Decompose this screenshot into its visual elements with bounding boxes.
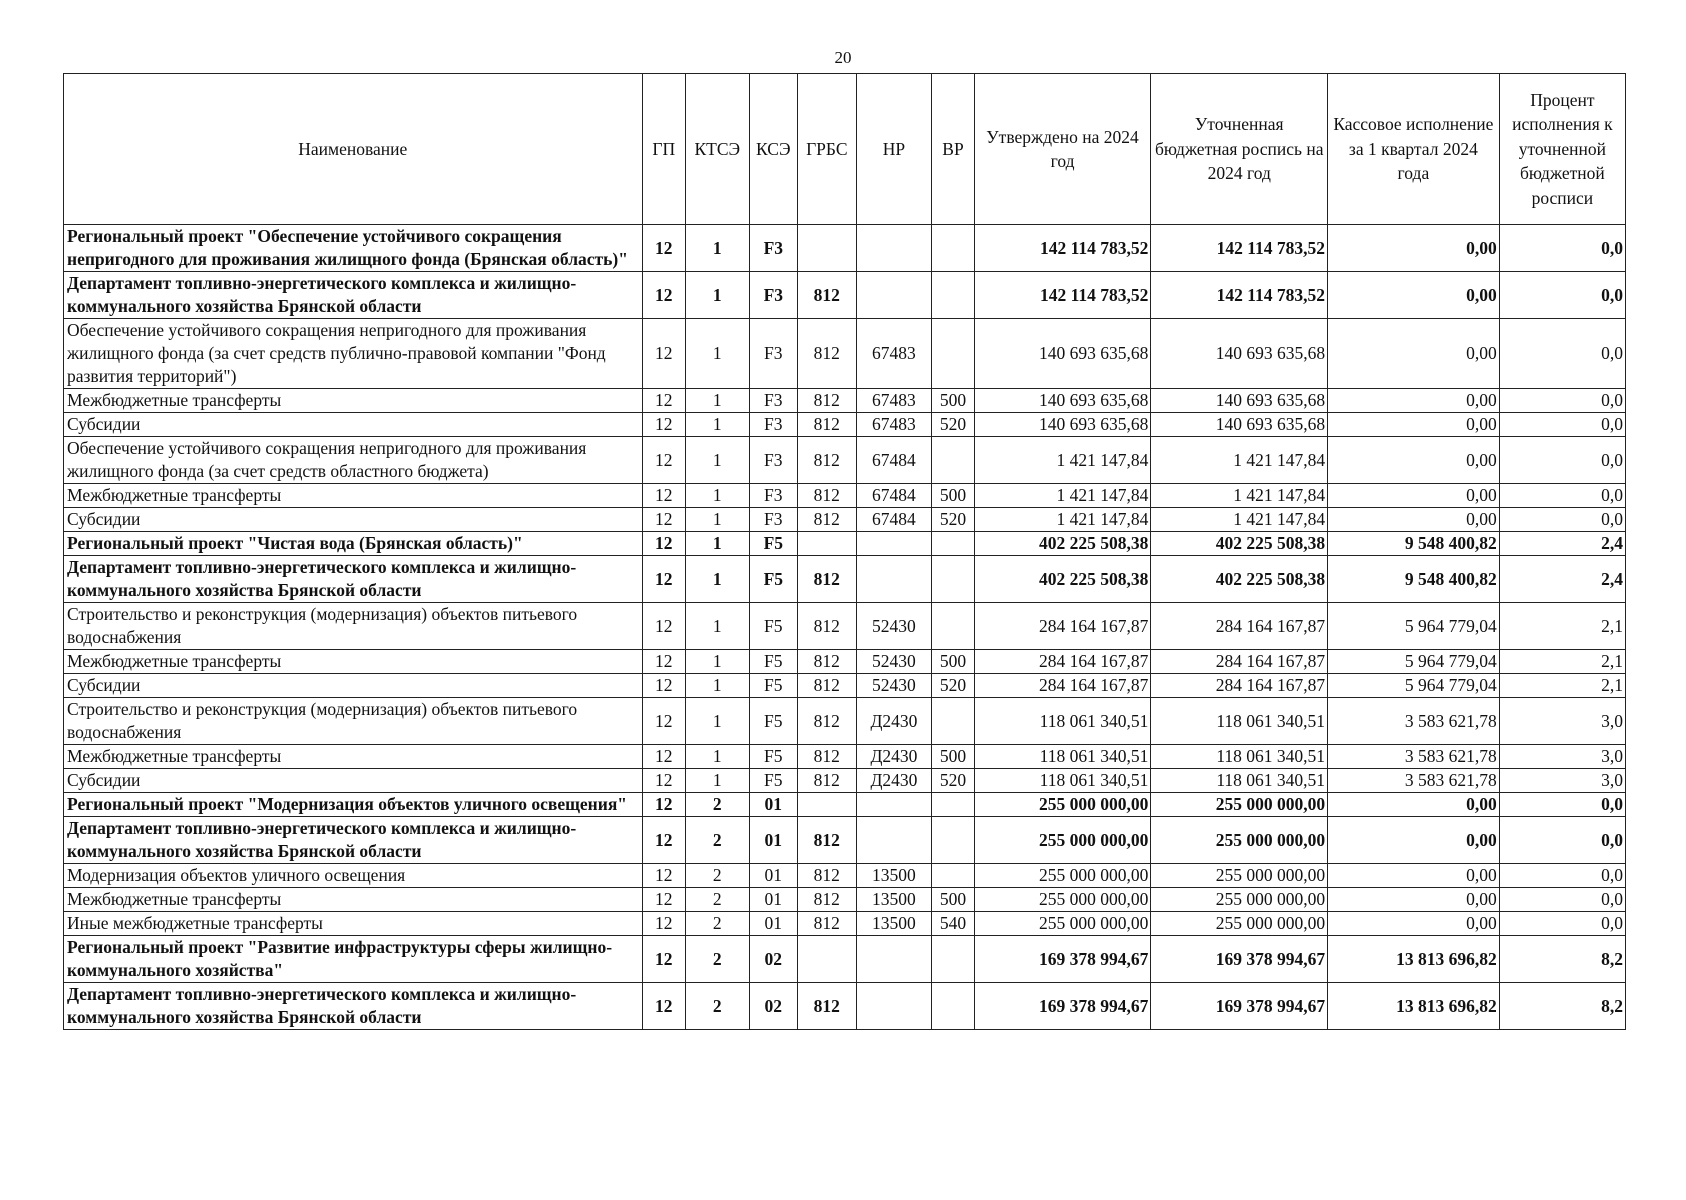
column-header-nr: НР (856, 74, 932, 225)
cell-percent: 0,0 (1499, 225, 1625, 272)
table-row (64, 983, 1626, 1030)
cell-nr: Д2430 (856, 745, 932, 769)
cell-ktse: 2 (685, 793, 749, 817)
cell-percent: 0,0 (1499, 484, 1625, 508)
cell-gp: 12 (642, 272, 685, 319)
cell-vr (932, 603, 974, 650)
cell-refined: 118 061 340,51 (1151, 745, 1328, 769)
cell-grbs: 812 (798, 389, 857, 413)
cell-approved: 255 000 000,00 (974, 793, 1151, 817)
table-row (64, 603, 1626, 650)
cell-cash: 0,00 (1328, 225, 1500, 272)
cell-approved: 1 421 147,84 (974, 484, 1151, 508)
cell-approved: 142 114 783,52 (974, 272, 1151, 319)
cell-gp: 12 (642, 484, 685, 508)
cell-cash: 0,00 (1328, 793, 1500, 817)
cell-kse: 02 (749, 936, 797, 983)
cell-grbs (798, 793, 857, 817)
cell-name: Межбюджетные трансферты (64, 484, 643, 508)
table-row (64, 769, 1626, 793)
cell-kse: 01 (749, 864, 797, 888)
cell-cash: 0,00 (1328, 319, 1500, 389)
cell-kse: F5 (749, 532, 797, 556)
cell-percent: 0,0 (1499, 817, 1625, 864)
cell-refined: 1 421 147,84 (1151, 437, 1328, 484)
cell-percent: 3,0 (1499, 698, 1625, 745)
cell-gp: 12 (642, 508, 685, 532)
table-body (64, 225, 1626, 1030)
cell-cash: 5 964 779,04 (1328, 650, 1500, 674)
cell-grbs: 812 (798, 272, 857, 319)
cell-grbs: 812 (798, 745, 857, 769)
cell-nr (856, 272, 932, 319)
page-number: 20 (834, 48, 852, 67)
cell-cash: 5 964 779,04 (1328, 674, 1500, 698)
cell-ktse: 1 (685, 413, 749, 437)
cell-nr: 52430 (856, 603, 932, 650)
cell-ktse: 2 (685, 817, 749, 864)
cell-refined: 284 164 167,87 (1151, 674, 1328, 698)
cell-vr: 500 (932, 650, 974, 674)
cell-refined: 284 164 167,87 (1151, 603, 1328, 650)
cell-nr: Д2430 (856, 698, 932, 745)
cell-refined: 255 000 000,00 (1151, 888, 1328, 912)
cell-percent: 0,0 (1499, 413, 1625, 437)
cell-refined: 284 164 167,87 (1151, 650, 1328, 674)
cell-name: Строительство и реконструкция (модернизация) объектов питьевого водоснабжения (64, 698, 643, 745)
table-row (64, 389, 1626, 413)
cell-ktse: 1 (685, 437, 749, 484)
table-row (64, 698, 1626, 745)
column-header-percent: Процент исполнения к уточненной бюджетной росписи (1499, 74, 1625, 225)
cell-approved: 284 164 167,87 (974, 674, 1151, 698)
cell-gp: 12 (642, 389, 685, 413)
cell-cash: 0,00 (1328, 437, 1500, 484)
cell-grbs: 812 (798, 650, 857, 674)
cell-approved: 1 421 147,84 (974, 508, 1151, 532)
cell-refined: 142 114 783,52 (1151, 225, 1328, 272)
cell-kse: F5 (749, 674, 797, 698)
cell-percent: 0,0 (1499, 389, 1625, 413)
cell-ktse: 2 (685, 983, 749, 1030)
table-row (64, 888, 1626, 912)
table-row (64, 912, 1626, 936)
cell-grbs: 812 (798, 769, 857, 793)
cell-ktse: 1 (685, 698, 749, 745)
cell-approved: 140 693 635,68 (974, 319, 1151, 389)
cell-cash: 0,00 (1328, 413, 1500, 437)
cell-refined: 1 421 147,84 (1151, 508, 1328, 532)
cell-ktse: 1 (685, 674, 749, 698)
cell-kse: F5 (749, 698, 797, 745)
cell-kse: F5 (749, 769, 797, 793)
cell-cash: 0,00 (1328, 912, 1500, 936)
cell-gp: 12 (642, 674, 685, 698)
cell-percent: 0,0 (1499, 319, 1625, 389)
cell-approved: 1 421 147,84 (974, 437, 1151, 484)
cell-vr: 520 (932, 413, 974, 437)
cell-approved: 169 378 994,67 (974, 936, 1151, 983)
cell-approved: 402 225 508,38 (974, 532, 1151, 556)
table-row (64, 864, 1626, 888)
cell-cash: 0,00 (1328, 508, 1500, 532)
cell-refined: 255 000 000,00 (1151, 912, 1328, 936)
cell-kse: F5 (749, 556, 797, 603)
cell-name: Региональный проект "Развитие инфраструктуры сферы жилищно-коммунального хозяйства" (64, 936, 643, 983)
cell-refined: 1 421 147,84 (1151, 484, 1328, 508)
cell-refined: 142 114 783,52 (1151, 272, 1328, 319)
cell-vr: 520 (932, 674, 974, 698)
cell-kse: F3 (749, 508, 797, 532)
cell-ktse: 1 (685, 484, 749, 508)
cell-kse: 01 (749, 888, 797, 912)
cell-percent: 0,0 (1499, 888, 1625, 912)
cell-name: Субсидии (64, 508, 643, 532)
cell-kse: F3 (749, 437, 797, 484)
cell-gp: 12 (642, 413, 685, 437)
cell-vr: 500 (932, 484, 974, 508)
cell-vr (932, 272, 974, 319)
cell-nr (856, 936, 932, 983)
cell-gp: 12 (642, 698, 685, 745)
cell-nr: 52430 (856, 674, 932, 698)
cell-name: Строительство и реконструкция (модернизация) объектов питьевого водоснабжения (64, 603, 643, 650)
cell-kse: F3 (749, 225, 797, 272)
cell-name: Департамент топливно-энергетического комплекса и жилищно-коммунального хозяйства Брянской области (64, 983, 643, 1030)
cell-gp: 12 (642, 532, 685, 556)
cell-approved: 284 164 167,87 (974, 603, 1151, 650)
table-row (64, 319, 1626, 389)
cell-vr (932, 319, 974, 389)
column-header-approved: Утверждено на 2024 год (974, 74, 1151, 225)
cell-nr (856, 532, 932, 556)
cell-vr (932, 556, 974, 603)
cell-cash: 3 583 621,78 (1328, 769, 1500, 793)
cell-name: Региональный проект "Модернизация объектов уличного освещения" (64, 793, 643, 817)
cell-vr: 520 (932, 508, 974, 532)
column-header-name: Наименование (64, 74, 643, 225)
cell-grbs: 812 (798, 698, 857, 745)
cell-ktse: 2 (685, 936, 749, 983)
cell-vr (932, 983, 974, 1030)
cell-vr (932, 936, 974, 983)
cell-percent: 0,0 (1499, 864, 1625, 888)
cell-ktse: 2 (685, 864, 749, 888)
table-header-row (64, 74, 1626, 225)
cell-refined: 255 000 000,00 (1151, 864, 1328, 888)
cell-refined: 140 693 635,68 (1151, 319, 1328, 389)
cell-nr (856, 817, 932, 864)
cell-grbs (798, 936, 857, 983)
cell-approved: 255 000 000,00 (974, 817, 1151, 864)
cell-name: Региональный проект "Обеспечение устойчивого сокращения непригодного для проживания жилищного фонда (Брянская область)" (64, 225, 643, 272)
cell-percent: 2,4 (1499, 532, 1625, 556)
column-header-ktse: КТСЭ (685, 74, 749, 225)
cell-approved: 118 061 340,51 (974, 698, 1151, 745)
table-row (64, 532, 1626, 556)
cell-vr (932, 793, 974, 817)
table-row (64, 674, 1626, 698)
cell-nr: 67484 (856, 508, 932, 532)
column-header-kse: КСЭ (749, 74, 797, 225)
table-row (64, 413, 1626, 437)
cell-cash: 0,00 (1328, 864, 1500, 888)
cell-cash: 13 813 696,82 (1328, 936, 1500, 983)
cell-nr: 13500 (856, 888, 932, 912)
cell-kse: 01 (749, 793, 797, 817)
cell-name: Департамент топливно-энергетического комплекса и жилищно-коммунального хозяйства Брянской области (64, 556, 643, 603)
cell-name: Региональный проект "Чистая вода (Брянская область)" (64, 532, 643, 556)
cell-vr: 520 (932, 769, 974, 793)
cell-ktse: 2 (685, 888, 749, 912)
cell-percent: 2,1 (1499, 603, 1625, 650)
cell-nr: 67483 (856, 389, 932, 413)
cell-refined: 255 000 000,00 (1151, 793, 1328, 817)
cell-refined: 402 225 508,38 (1151, 532, 1328, 556)
cell-gp: 12 (642, 650, 685, 674)
cell-grbs (798, 225, 857, 272)
cell-vr (932, 817, 974, 864)
cell-grbs: 812 (798, 817, 857, 864)
cell-refined: 255 000 000,00 (1151, 817, 1328, 864)
cell-percent: 0,0 (1499, 912, 1625, 936)
cell-cash: 0,00 (1328, 272, 1500, 319)
cell-kse: F3 (749, 272, 797, 319)
cell-name: Департамент топливно-энергетического комплекса и жилищно-коммунального хозяйства Брянской области (64, 817, 643, 864)
table-row (64, 484, 1626, 508)
cell-gp: 12 (642, 817, 685, 864)
cell-approved: 142 114 783,52 (974, 225, 1151, 272)
table-row (64, 745, 1626, 769)
cell-name: Межбюджетные трансферты (64, 650, 643, 674)
table-row (64, 936, 1626, 983)
cell-grbs: 812 (798, 674, 857, 698)
cell-name: Межбюджетные трансферты (64, 745, 643, 769)
cell-percent: 8,2 (1499, 983, 1625, 1030)
cell-name: Субсидии (64, 769, 643, 793)
cell-ktse: 1 (685, 603, 749, 650)
cell-nr: 52430 (856, 650, 932, 674)
cell-nr (856, 983, 932, 1030)
table-row (64, 650, 1626, 674)
column-header-refined: Уточненная бюджетная роспись на 2024 год (1151, 74, 1328, 225)
cell-percent: 0,0 (1499, 272, 1625, 319)
cell-kse: F3 (749, 389, 797, 413)
cell-percent: 3,0 (1499, 769, 1625, 793)
cell-gp: 12 (642, 769, 685, 793)
column-header-gp: ГП (642, 74, 685, 225)
cell-percent: 2,4 (1499, 556, 1625, 603)
column-header-grbs: ГРБС (798, 74, 857, 225)
cell-grbs: 812 (798, 983, 857, 1030)
cell-grbs: 812 (798, 437, 857, 484)
cell-name: Обеспечение устойчивого сокращения непригодного для проживания жилищного фонда (за счет средств публично-правовой компании "Фонд развития территорий") (64, 319, 643, 389)
cell-grbs: 812 (798, 603, 857, 650)
cell-percent: 3,0 (1499, 745, 1625, 769)
cell-cash: 9 548 400,82 (1328, 532, 1500, 556)
cell-grbs: 812 (798, 556, 857, 603)
column-header-cash: Кассовое исполнение за 1 квартал 2024 года (1328, 74, 1500, 225)
cell-ktse: 1 (685, 508, 749, 532)
cell-vr (932, 437, 974, 484)
cell-name: Модернизация объектов уличного освещения (64, 864, 643, 888)
cell-grbs: 812 (798, 888, 857, 912)
cell-ktse: 1 (685, 389, 749, 413)
cell-ktse: 1 (685, 769, 749, 793)
cell-grbs: 812 (798, 319, 857, 389)
table-row (64, 272, 1626, 319)
cell-ktse: 1 (685, 556, 749, 603)
cell-refined: 118 061 340,51 (1151, 698, 1328, 745)
cell-approved: 140 693 635,68 (974, 389, 1151, 413)
cell-name: Субсидии (64, 674, 643, 698)
cell-approved: 118 061 340,51 (974, 769, 1151, 793)
cell-refined: 169 378 994,67 (1151, 936, 1328, 983)
cell-gp: 12 (642, 225, 685, 272)
table-row (64, 817, 1626, 864)
cell-vr (932, 698, 974, 745)
cell-ktse: 1 (685, 745, 749, 769)
table-row (64, 793, 1626, 817)
table-row (64, 508, 1626, 532)
cell-nr: 13500 (856, 864, 932, 888)
cell-gp: 12 (642, 745, 685, 769)
cell-ktse: 1 (685, 650, 749, 674)
cell-percent: 2,1 (1499, 650, 1625, 674)
cell-cash: 9 548 400,82 (1328, 556, 1500, 603)
cell-name: Департамент топливно-энергетического комплекса и жилищно-коммунального хозяйства Брянской области (64, 272, 643, 319)
cell-nr (856, 225, 932, 272)
cell-refined: 402 225 508,38 (1151, 556, 1328, 603)
budget-table (63, 73, 1626, 1030)
cell-refined: 118 061 340,51 (1151, 769, 1328, 793)
cell-kse: F3 (749, 484, 797, 508)
cell-grbs: 812 (798, 484, 857, 508)
cell-approved: 255 000 000,00 (974, 912, 1151, 936)
cell-kse: F3 (749, 413, 797, 437)
table-row (64, 437, 1626, 484)
cell-nr: 67484 (856, 437, 932, 484)
cell-refined: 140 693 635,68 (1151, 413, 1328, 437)
cell-percent: 0,0 (1499, 437, 1625, 484)
cell-kse: F5 (749, 603, 797, 650)
cell-cash: 0,00 (1328, 888, 1500, 912)
cell-grbs: 812 (798, 413, 857, 437)
cell-gp: 12 (642, 437, 685, 484)
cell-vr: 500 (932, 389, 974, 413)
table-row (64, 225, 1626, 272)
cell-ktse: 1 (685, 532, 749, 556)
cell-grbs (798, 532, 857, 556)
cell-ktse: 1 (685, 225, 749, 272)
cell-name: Межбюджетные трансферты (64, 389, 643, 413)
cell-kse: 01 (749, 912, 797, 936)
cell-name: Межбюджетные трансферты (64, 888, 643, 912)
cell-ktse: 1 (685, 272, 749, 319)
cell-gp: 12 (642, 603, 685, 650)
cell-vr: 540 (932, 912, 974, 936)
cell-nr: Д2430 (856, 769, 932, 793)
cell-gp: 12 (642, 556, 685, 603)
cell-vr (932, 864, 974, 888)
column-header-vr: ВР (932, 74, 974, 225)
cell-cash: 3 583 621,78 (1328, 698, 1500, 745)
cell-gp: 12 (642, 793, 685, 817)
cell-kse: F5 (749, 745, 797, 769)
cell-name: Иные межбюджетные трансферты (64, 912, 643, 936)
cell-cash: 0,00 (1328, 484, 1500, 508)
cell-nr: 67483 (856, 319, 932, 389)
cell-nr (856, 793, 932, 817)
cell-kse: 02 (749, 983, 797, 1030)
cell-percent: 2,1 (1499, 674, 1625, 698)
cell-nr (856, 556, 932, 603)
cell-approved: 255 000 000,00 (974, 888, 1151, 912)
cell-ktse: 1 (685, 319, 749, 389)
cell-grbs: 812 (798, 508, 857, 532)
cell-refined: 140 693 635,68 (1151, 389, 1328, 413)
cell-approved: 140 693 635,68 (974, 413, 1151, 437)
cell-gp: 12 (642, 319, 685, 389)
cell-refined: 169 378 994,67 (1151, 983, 1328, 1030)
cell-kse: 01 (749, 817, 797, 864)
cell-gp: 12 (642, 864, 685, 888)
cell-vr: 500 (932, 888, 974, 912)
cell-approved: 402 225 508,38 (974, 556, 1151, 603)
cell-nr: 67484 (856, 484, 932, 508)
table-row (64, 556, 1626, 603)
cell-percent: 0,0 (1499, 508, 1625, 532)
cell-cash: 0,00 (1328, 389, 1500, 413)
cell-gp: 12 (642, 888, 685, 912)
cell-vr (932, 225, 974, 272)
cell-gp: 12 (642, 936, 685, 983)
cell-gp: 12 (642, 912, 685, 936)
cell-ktse: 2 (685, 912, 749, 936)
cell-approved: 284 164 167,87 (974, 650, 1151, 674)
cell-nr: 13500 (856, 912, 932, 936)
cell-cash: 13 813 696,82 (1328, 983, 1500, 1030)
cell-kse: F3 (749, 319, 797, 389)
cell-cash: 5 964 779,04 (1328, 603, 1500, 650)
cell-grbs: 812 (798, 912, 857, 936)
cell-approved: 255 000 000,00 (974, 864, 1151, 888)
cell-approved: 118 061 340,51 (974, 745, 1151, 769)
cell-nr: 67483 (856, 413, 932, 437)
cell-cash: 0,00 (1328, 817, 1500, 864)
cell-kse: F5 (749, 650, 797, 674)
cell-cash: 3 583 621,78 (1328, 745, 1500, 769)
cell-gp: 12 (642, 983, 685, 1030)
cell-vr: 500 (932, 745, 974, 769)
cell-name: Обеспечение устойчивого сокращения непригодного для проживания жилищного фонда (за счет средств областного бюджета) (64, 437, 643, 484)
cell-percent: 0,0 (1499, 793, 1625, 817)
cell-vr (932, 532, 974, 556)
cell-approved: 169 378 994,67 (974, 983, 1151, 1030)
cell-grbs: 812 (798, 864, 857, 888)
cell-percent: 8,2 (1499, 936, 1625, 983)
cell-name: Субсидии (64, 413, 643, 437)
